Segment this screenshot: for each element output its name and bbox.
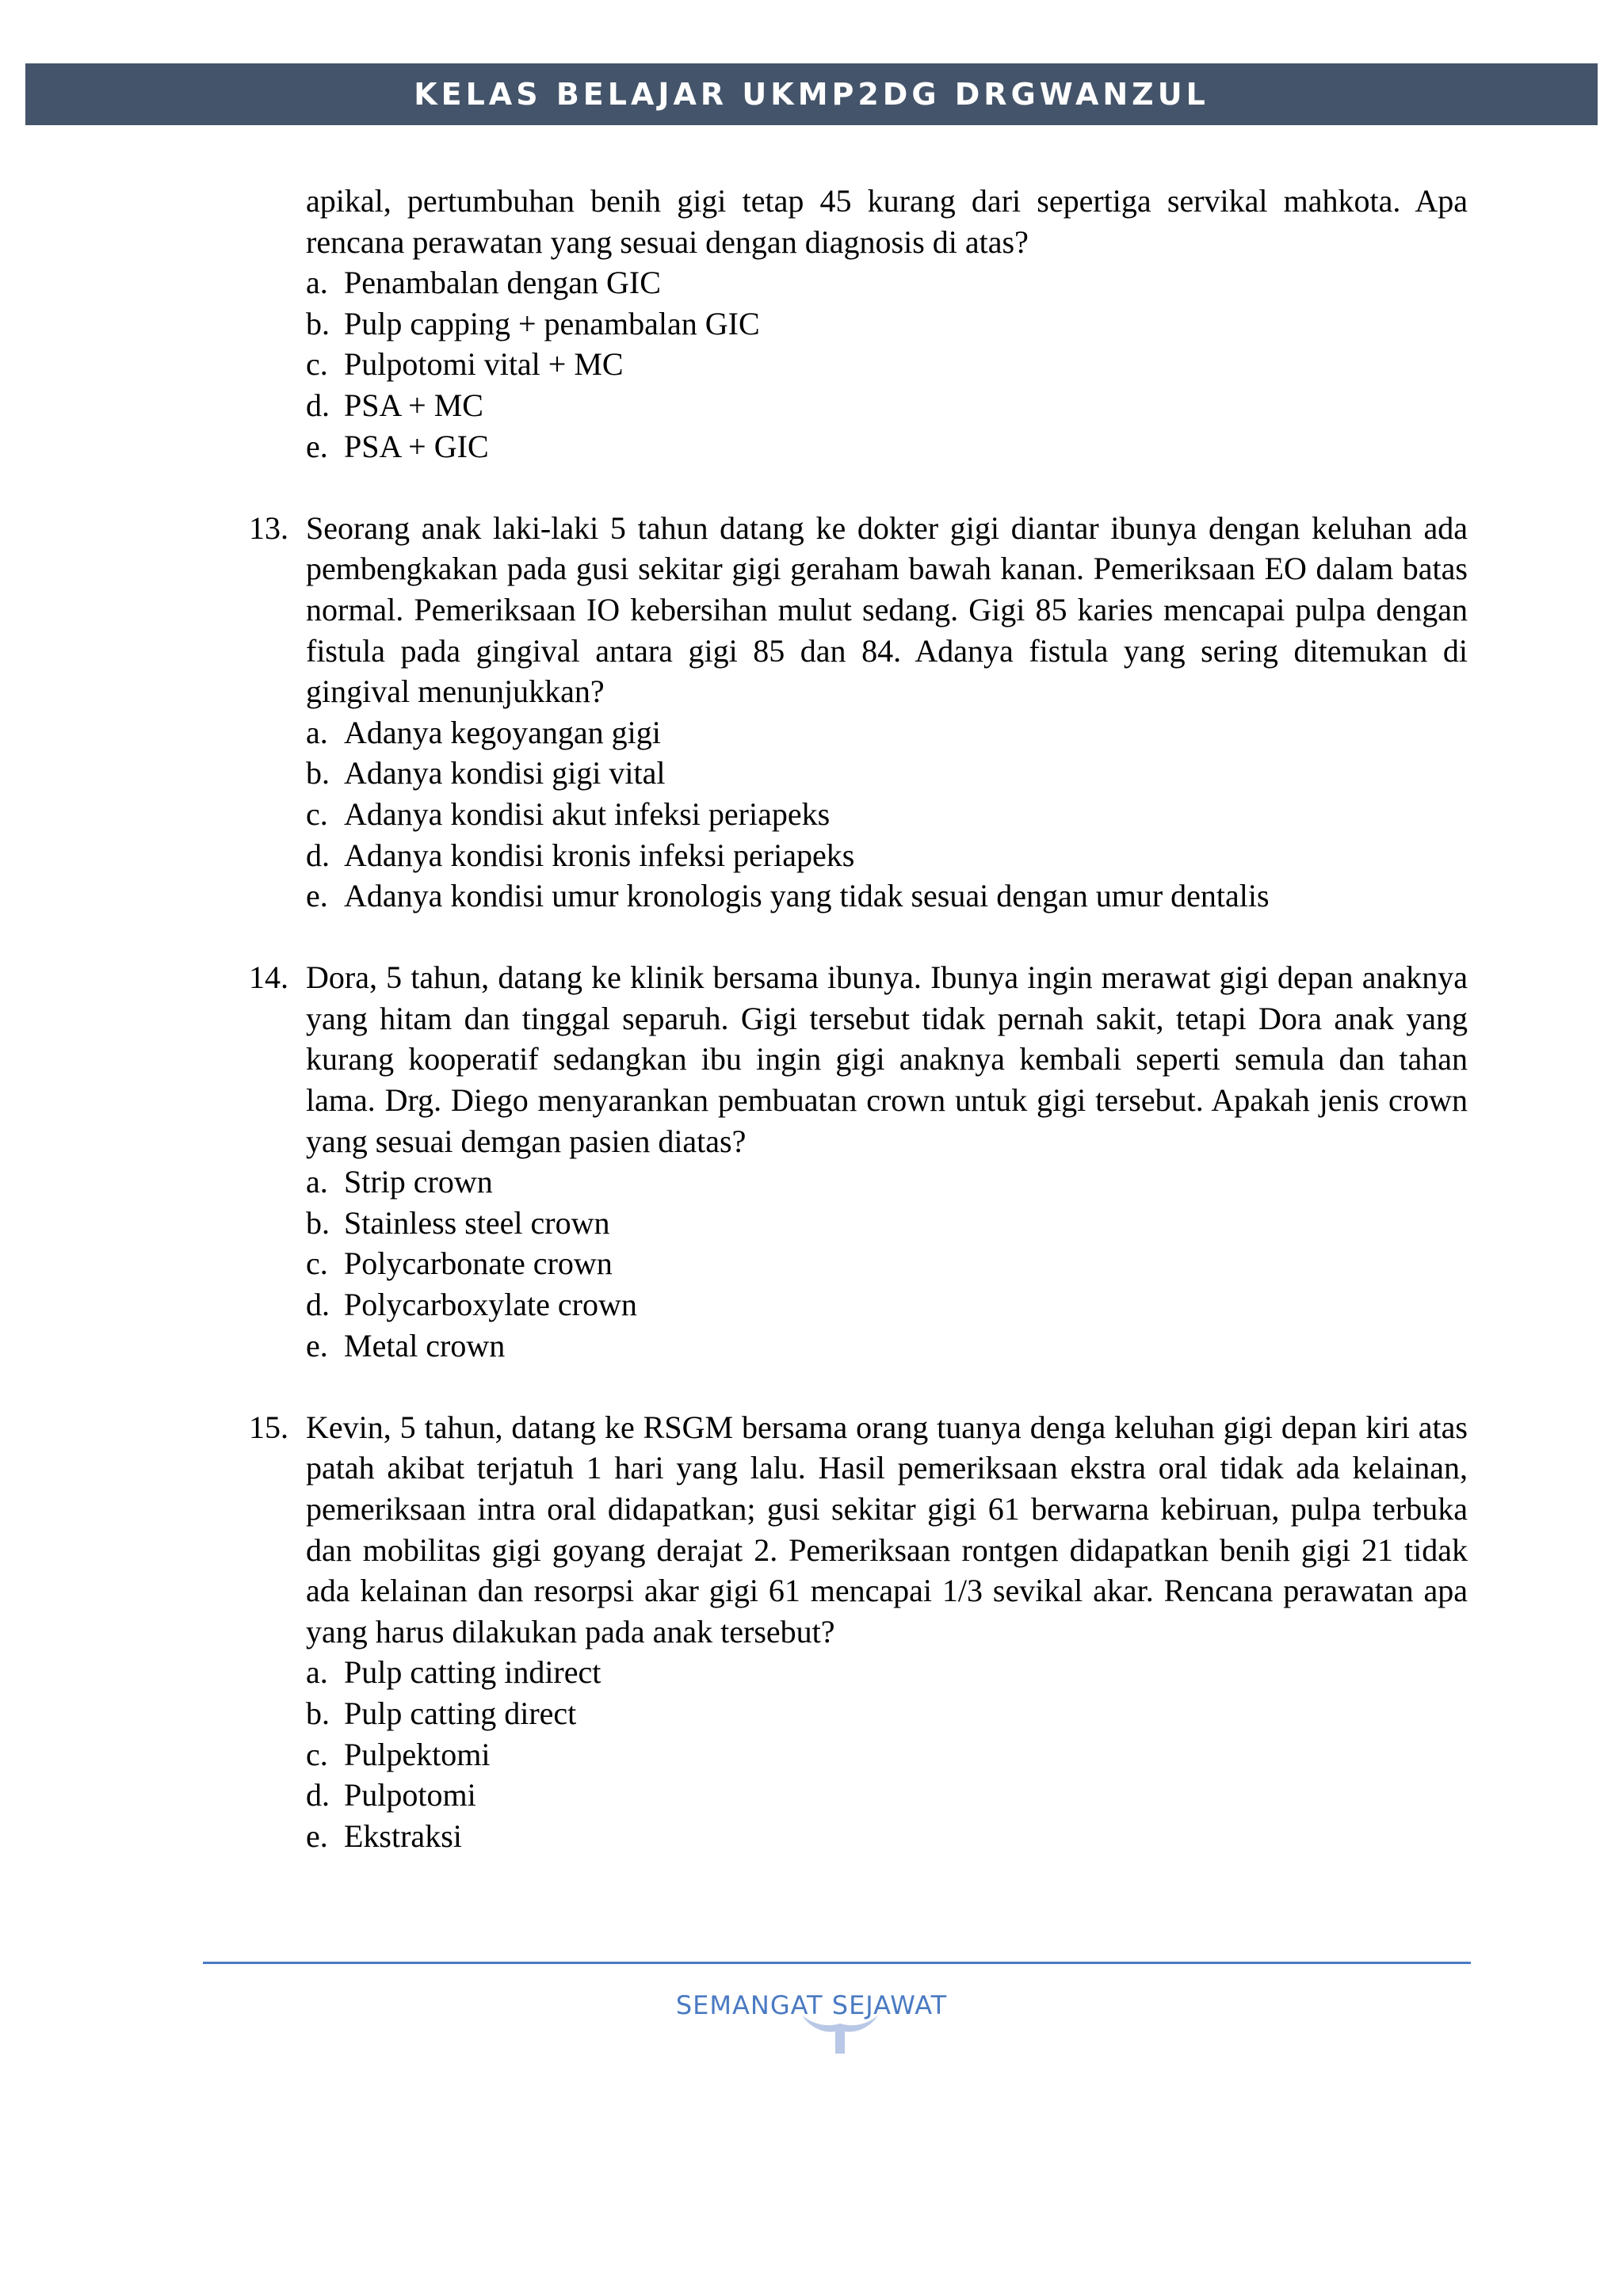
- option-letter: a.: [306, 714, 328, 750]
- option-text: Adanya kondisi umur kronologis yang tidak sesuai dengan umur dentalis: [344, 878, 1270, 914]
- question-number: 15.: [249, 1409, 288, 1445]
- option-letter: c.: [306, 1245, 328, 1282]
- option-d: [306, 1284, 1468, 1325]
- option-letter: a.: [306, 1164, 328, 1200]
- question-stem: apikal, pertumbuhan benih gigi tetap 45 kurang dari sepertiga servikal mahkota. Apa rencana perawatan yang sesuai dengan diagnosis di atas?: [306, 183, 1468, 260]
- option-b: [306, 1693, 1468, 1734]
- option-letter: d.: [306, 837, 330, 873]
- header-title: KELAS BELAJAR UKMP2DG DRGWANZUL: [414, 77, 1209, 112]
- option-a: [306, 1161, 1468, 1203]
- option-letter: b.: [306, 755, 330, 791]
- option-e: [306, 426, 1468, 467]
- footer-text: SEMANGAT SEJAWAT: [675, 1990, 948, 2020]
- option-d: [306, 835, 1468, 876]
- option-text: Pulpotomi: [344, 1777, 476, 1814]
- question-14: [249, 957, 1468, 1366]
- option-letter: d.: [306, 387, 330, 423]
- option-letter: c.: [306, 1736, 328, 1772]
- option-list: [306, 712, 1468, 917]
- option-text: Penambalan dengan GIC: [344, 265, 661, 301]
- option-letter: e.: [306, 428, 328, 464]
- option-text: Pulp catting indirect: [344, 1654, 601, 1691]
- question-15: [249, 1407, 1468, 1857]
- option-text: Metal crown: [344, 1327, 506, 1363]
- option-text: PSA + GIC: [344, 428, 489, 464]
- option-c: [306, 344, 1468, 385]
- option-text: Adanya kondisi akut infeksi periapeks: [344, 795, 831, 832]
- question-stem: Dora, 5 tahun, datang ke klinik bersama ibunya. Ibunya ingin merawat gigi depan anaknya yang hitam dan tinggal separuh. Gigi tersebut tidak pernah sakit, tetapi Dora anak yang kurang kooperatif sedangkan ibu ingin gigi anaknya kembali seperti semula dan tahan lama. Drg. Diego menyarankan pembuatan crown untuk gigi tersebut. Apakah jenis crown yang sesuai demgan pasien diatas?: [306, 959, 1468, 1159]
- option-a: [306, 712, 1468, 753]
- option-text: Adanya kondisi kronis infeksi periapeks: [344, 837, 855, 873]
- footer-divider: [203, 1962, 1471, 1964]
- option-e: [306, 875, 1468, 917]
- option-text: PSA + MC: [344, 387, 483, 423]
- option-d: [306, 1775, 1468, 1816]
- option-letter: a.: [306, 265, 328, 301]
- option-letter: e.: [306, 1327, 328, 1363]
- option-text: Polycarboxylate crown: [344, 1287, 637, 1323]
- option-b: [306, 1203, 1468, 1244]
- option-text: Strip crown: [344, 1164, 493, 1200]
- option-list: [306, 1161, 1468, 1366]
- option-letter: b.: [306, 1695, 330, 1731]
- question-number: 13.: [249, 509, 288, 546]
- question-stem: Kevin, 5 tahun, datang ke RSGM bersama orang tuanya denga keluhan gigi depan kiri atas patah akibat terjatuh 1 hari yang lalu. Hasil pemeriksaan ekstra oral tidak ada kelainan, pemeriksaan intra oral didapatkan; gusi sekitar gigi 61 berwarna kebiruan, pulpa terbuka dan mobilitas gigi goyang derajat 2. Pemeriksaan rontgen didapatkan benih gigi 21 tidak ada kelainan dan resorpsi akar gigi 61 mencapai 1/3 sevikal akar. Rencana perawatan apa yang harus dilakukan pada anak tersebut?: [306, 1409, 1468, 1650]
- option-text: Polycarbonate crown: [344, 1245, 613, 1282]
- option-b: [306, 753, 1468, 794]
- option-text: Pulpektomi: [344, 1736, 491, 1772]
- option-e: [306, 1816, 1468, 1857]
- option-a: [306, 1652, 1468, 1693]
- option-list: [306, 262, 1468, 467]
- question-stem: Seorang anak laki-laki 5 tahun datang ke dokter gigi diantar ibunya dengan keluhan ada pembengkakan pada gusi sekitar gigi geraham bawah kanan. Pemeriksaan EO dalam batas normal. Pemeriksaan IO kebersihan mulut sedang. Gigi 85 karies mencapai pulpa dengan fistula pada gingival antara gigi 85 dan 84. Adanya fistula yang sering ditemukan di gingival menunjukkan?: [306, 509, 1468, 710]
- option-a: [306, 262, 1468, 303]
- question-list: [249, 181, 1468, 1897]
- option-text: Pulp catting direct: [344, 1695, 577, 1731]
- option-letter: c.: [306, 795, 328, 832]
- question-number: 14.: [249, 959, 288, 996]
- question-13: [249, 508, 1468, 917]
- option-letter: d.: [306, 1287, 330, 1323]
- option-text: Ekstraksi: [344, 1817, 462, 1854]
- option-letter: e.: [306, 878, 328, 914]
- option-text: Pulp capping + penambalan GIC: [344, 305, 760, 341]
- option-text: Adanya kondisi gigi vital: [344, 755, 666, 791]
- option-c: [306, 794, 1468, 835]
- option-text: Adanya kegoyangan gigi: [344, 714, 661, 750]
- option-text: Stainless steel crown: [344, 1204, 610, 1241]
- option-letter: e.: [306, 1817, 328, 1854]
- option-letter: a.: [306, 1654, 328, 1691]
- option-letter: b.: [306, 305, 330, 341]
- question-12-continued: [254, 181, 1468, 467]
- option-c: [306, 1243, 1468, 1284]
- option-e: [306, 1325, 1468, 1367]
- option-text: Pulpotomi vital + MC: [344, 346, 624, 383]
- header-bar: [25, 63, 1598, 125]
- option-b: [306, 303, 1468, 345]
- option-list: [306, 1652, 1468, 1856]
- option-d: [306, 385, 1468, 426]
- option-c: [306, 1734, 1468, 1775]
- option-letter: b.: [306, 1204, 330, 1241]
- option-letter: d.: [306, 1777, 330, 1814]
- option-letter: c.: [306, 346, 328, 383]
